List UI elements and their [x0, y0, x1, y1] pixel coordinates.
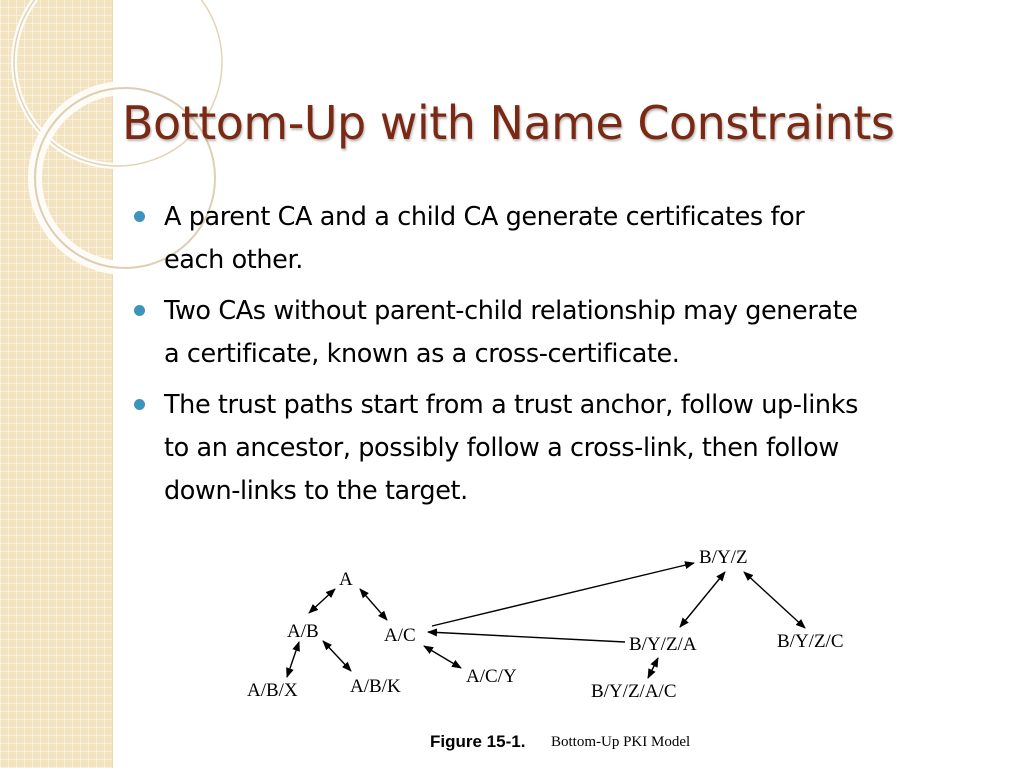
edge-byz-byza: [680, 572, 725, 627]
caption-text: Bottom-Up PKI Model: [551, 734, 691, 750]
bullet-line: A parent CA and a child CA generate certificates for: [164, 202, 805, 232]
diagram-nodes: [247, 547, 844, 702]
edge-byza-ac: [428, 632, 625, 642]
edge-byza-byzac: [648, 658, 658, 678]
bullet-line: a certificate, known as a cross-certificate.: [164, 339, 680, 369]
edge-ab-abk: [323, 641, 351, 671]
node-ab: A/B: [287, 621, 319, 642]
edge-ac-acy: [424, 646, 461, 668]
node-a: A: [339, 569, 353, 590]
bullet-line: down-links to the target.: [164, 476, 468, 506]
bullet-line: to an ancestor, possibly follow a cross-link, then follow: [164, 433, 839, 463]
node-byzac: B/Y/Z/A/C: [591, 681, 677, 702]
bullet-line: each other.: [164, 245, 303, 275]
slide-title: Bottom-Up with Name Constraints: [122, 96, 895, 150]
bullet-line: The trust paths start from a trust anchor, follow up-links: [164, 390, 858, 420]
edge-a-ac: [360, 589, 387, 620]
node-byz: B/Y/Z: [699, 547, 748, 568]
figure-caption: [430, 732, 690, 751]
edge-byz-byzc: [744, 572, 805, 628]
edge-a-ab: [309, 589, 335, 613]
edge-ab-abx: [287, 642, 299, 677]
node-abx: A/B/X: [247, 680, 298, 701]
caption-label: Figure 15-1.: [430, 732, 526, 751]
diagram-edges: [287, 563, 805, 678]
node-acy: A/C/Y: [466, 666, 517, 687]
node-abk: A/B/K: [350, 676, 401, 697]
bullet-line: Two CAs without parent-child relationship may generate: [164, 296, 858, 326]
node-byzc: B/Y/Z/C: [777, 631, 844, 652]
node-ac: A/C: [384, 625, 416, 646]
edge-ac-byz: [432, 563, 694, 626]
node-byza: B/Y/Z/A: [629, 634, 697, 655]
